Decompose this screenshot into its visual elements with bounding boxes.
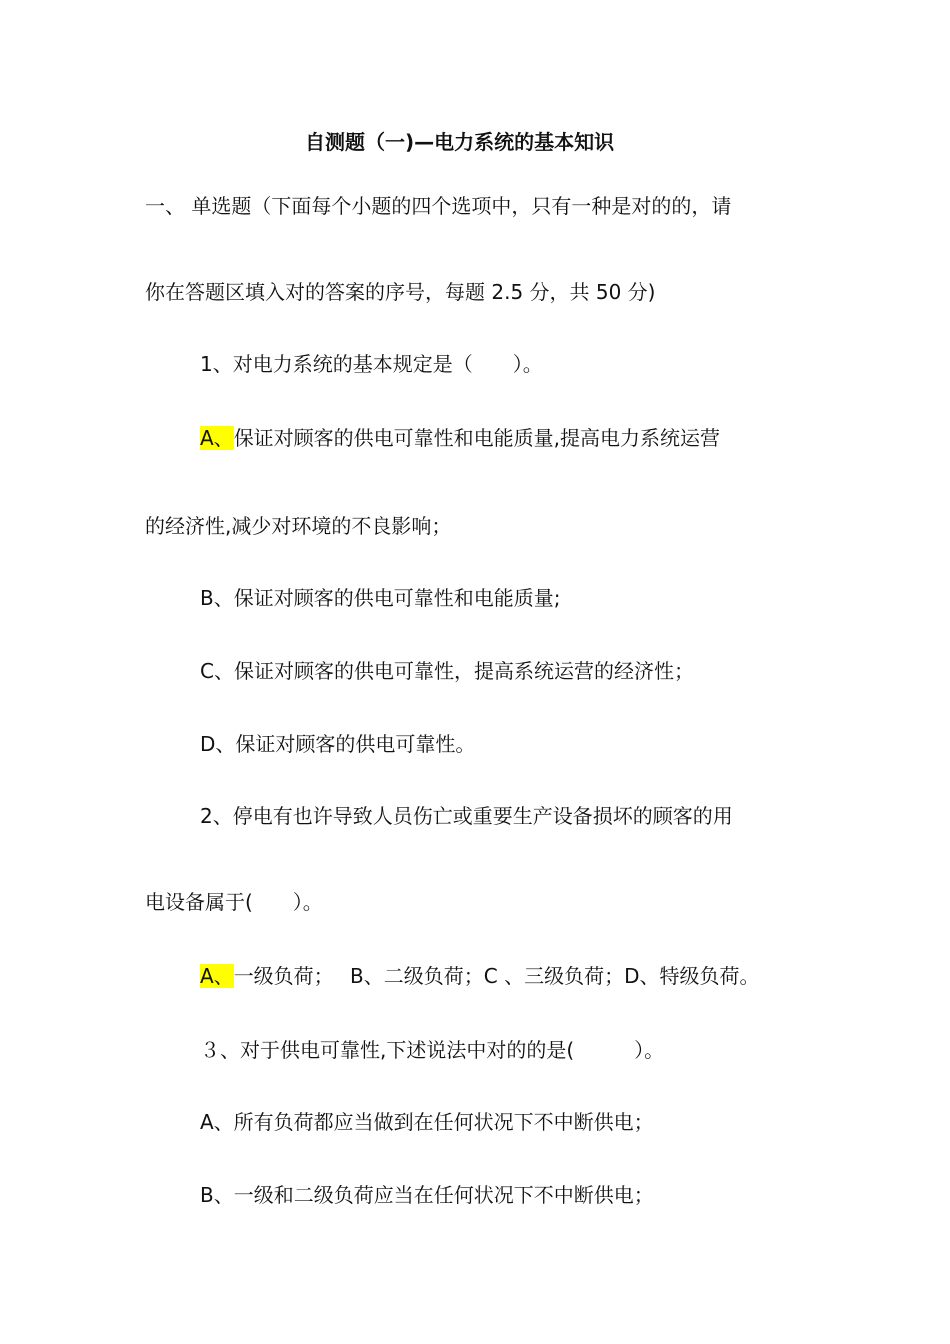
question-3-option-a: A、所有负荷都应当做到在任何状况下不中断供电； xyxy=(200,1110,654,1134)
question-1-option-b: B、保证对顾客的供电可靠性和电能质量; xyxy=(200,586,561,610)
question-1-option-c: C、保证对顾客的供电可靠性，提高系统运营的经济性； xyxy=(200,659,694,683)
question-3-option-b: B、一级和二级负荷应当在任何状况下不中断供电； xyxy=(200,1183,654,1207)
document-title: 自测题（一)—电力系统的基本知识 xyxy=(305,130,615,154)
answer-highlight: A、 xyxy=(200,964,234,988)
question-2-stem-line1: 2、停电有也许导致人员伤亡或重要生产设备损坏的顾客的用 xyxy=(200,804,733,828)
question-2-stem-line2: 电设备属于( ）。 xyxy=(145,890,323,914)
answer-highlight: A、 xyxy=(200,426,234,450)
question-1-option-a xyxy=(200,424,720,452)
question-1-stem: 1、对电力系统的基本规定是（ ）。 xyxy=(200,352,543,376)
section-heading-line2: 你在答题区填入对的答案的序号，每题 2.5 分，共 50 分) xyxy=(145,280,656,304)
question-1-option-a-text: 保证对顾客的供电可靠性和电能质量,提高电力系统运营 xyxy=(233,426,721,450)
question-3-stem: ３、对于供电可靠性,下述说法中对的的是( ）。 xyxy=(200,1038,665,1062)
question-2-options-text: 一级负荷； B、二级负荷；C 、三级负荷；D、特级负荷。 xyxy=(233,964,760,988)
question-1-option-d: D、保证对顾客的供电可靠性。 xyxy=(200,732,476,756)
question-1-option-a-continued: 的经济性,减少对环境的不良影响； xyxy=(145,514,452,538)
question-2-options xyxy=(200,962,760,990)
section-heading-line1: 一、 单选题（下面每个小题的四个选项中，只有一种是对的的，请 xyxy=(145,194,732,218)
